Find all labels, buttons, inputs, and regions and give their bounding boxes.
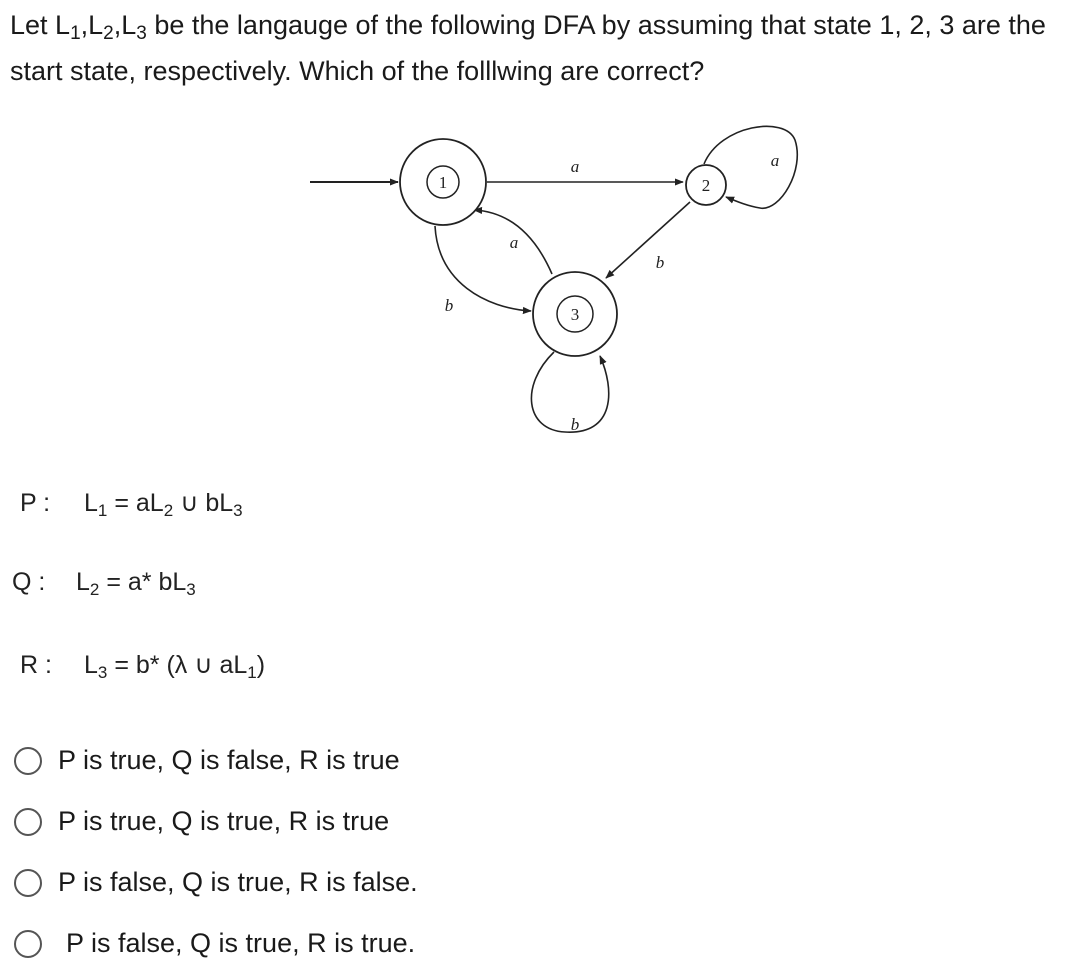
- answer-option-4[interactable]: [14, 913, 418, 974]
- state-2-label: 2: [701, 176, 711, 195]
- statement-r-expression: $L_3 = b*$ (λ ∪ $aL_1$): [84, 651, 266, 682]
- state-3-label: 3: [570, 305, 580, 324]
- statement-p-letter: P :: [20, 489, 51, 517]
- statement-p: [20, 488, 243, 518]
- state-3: [533, 272, 617, 356]
- statement-r: [20, 650, 265, 680]
- question-text: Let $L_1,L_2,L_3$ be the langauge of the following DFA by assuming that state 1, 2, 3 are the start state, respectively. Which of the folllwing are correct?: [10, 10, 1046, 86]
- option-label: P is false, Q is true, R is false.: [58, 867, 418, 897]
- answer-options: [14, 730, 418, 974]
- radio-button[interactable]: [14, 747, 42, 775]
- state-2: [686, 165, 726, 205]
- state-1: [400, 139, 486, 225]
- dfa-diagram: [0, 100, 1086, 460]
- statement-p-expression: $L_1 = aL_2$ ∪ $bL_3$: [84, 489, 243, 520]
- option-label: P is false, Q is true, R is true.: [66, 928, 416, 958]
- answer-option-1[interactable]: [14, 730, 418, 791]
- edge-label-2-loop: a: [770, 151, 780, 170]
- edge-label-3-1: a: [509, 233, 519, 252]
- statement-r-letter: R :: [20, 651, 52, 679]
- edge-label-1-3: b: [444, 296, 454, 315]
- answer-option-3[interactable]: [14, 852, 418, 913]
- state-1-label: 1: [438, 173, 448, 192]
- statement-q-expression: $L_2 = a*$ $bL_3$: [76, 568, 196, 599]
- radio-button[interactable]: [14, 930, 42, 958]
- radio-button[interactable]: [14, 869, 42, 897]
- edge-label-1-2: a: [570, 157, 580, 176]
- statement-q: [12, 568, 196, 597]
- edge-label-2-3: b: [655, 253, 665, 272]
- answer-option-2[interactable]: [14, 791, 418, 852]
- statement-q-letter: Q :: [12, 568, 46, 596]
- radio-button[interactable]: [14, 808, 42, 836]
- option-label: P is true, Q is false, R is true: [58, 745, 400, 775]
- edge-2-to-3: [606, 202, 690, 278]
- option-label: P is true, Q is true, R is true: [58, 806, 390, 836]
- edge-label-3-loop: b: [570, 415, 580, 434]
